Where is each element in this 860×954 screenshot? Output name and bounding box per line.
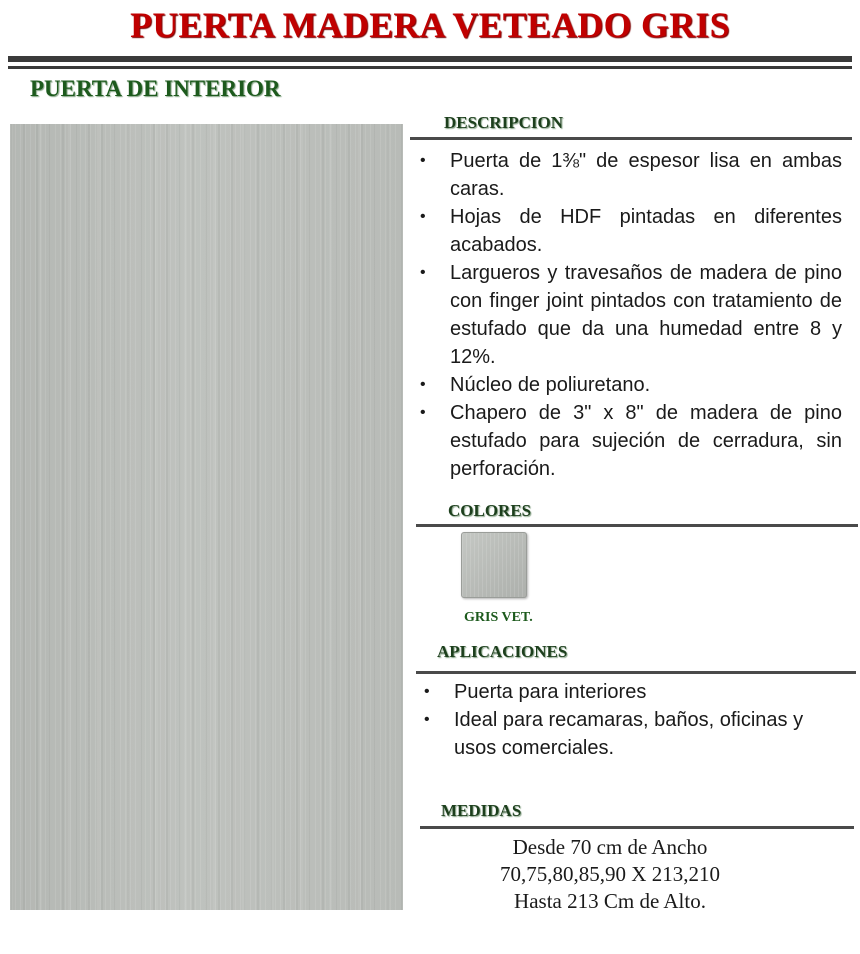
descripcion-list xyxy=(416,147,842,483)
title-divider-thin xyxy=(8,66,852,69)
list-item: • Ideal para recamaras, baños, oficinas y usos comerciales. xyxy=(420,706,850,762)
descripcion-heading: DESCRIPCION xyxy=(444,113,564,132)
list-item: • Hojas de HDF pintadas en diferentes acabados. xyxy=(416,203,842,259)
title-divider-thick xyxy=(8,56,852,62)
list-item: • Núcleo de poliuretano. xyxy=(416,371,842,399)
colores-rule xyxy=(416,524,858,527)
color-swatch-gris xyxy=(461,532,527,598)
swatch-label: GRIS VET. xyxy=(464,610,533,625)
page-title: PUERTA MADERA VETEADO GRIS xyxy=(130,5,730,45)
medidas-line: 70,75,80,85,90 X 213,210 xyxy=(500,862,720,886)
aplicaciones-rule xyxy=(416,671,856,674)
door-image xyxy=(10,124,403,910)
list-item: • Largueros y travesaños de madera de pino con finger joint pintados con tratamiento de estufado que da una humedad entre 8 y 12%. xyxy=(416,259,842,371)
medidas-line: Desde 70 cm de Ancho xyxy=(512,835,708,859)
descripcion-rule xyxy=(410,137,852,140)
list-item: • Chapero de 3" x 8" de madera de pino estufado para sujeción de cerradura, sin perforación. xyxy=(416,399,842,483)
product-subtitle: PUERTA DE INTERIOR xyxy=(30,76,281,101)
list-item: • Puerta para interiores xyxy=(420,678,850,706)
medidas-line: Hasta 213 Cm de Alto. xyxy=(514,889,706,913)
medidas-heading: MEDIDAS xyxy=(441,801,522,820)
medidas-rule xyxy=(420,826,854,829)
colores-heading: COLORES xyxy=(448,501,532,520)
aplicaciones-heading: APLICACIONES xyxy=(437,642,568,661)
aplicaciones-list xyxy=(420,678,850,762)
medidas-text xyxy=(420,834,800,915)
list-item: • Puerta de 1⅜" de espesor lisa en ambas caras. xyxy=(416,147,842,203)
